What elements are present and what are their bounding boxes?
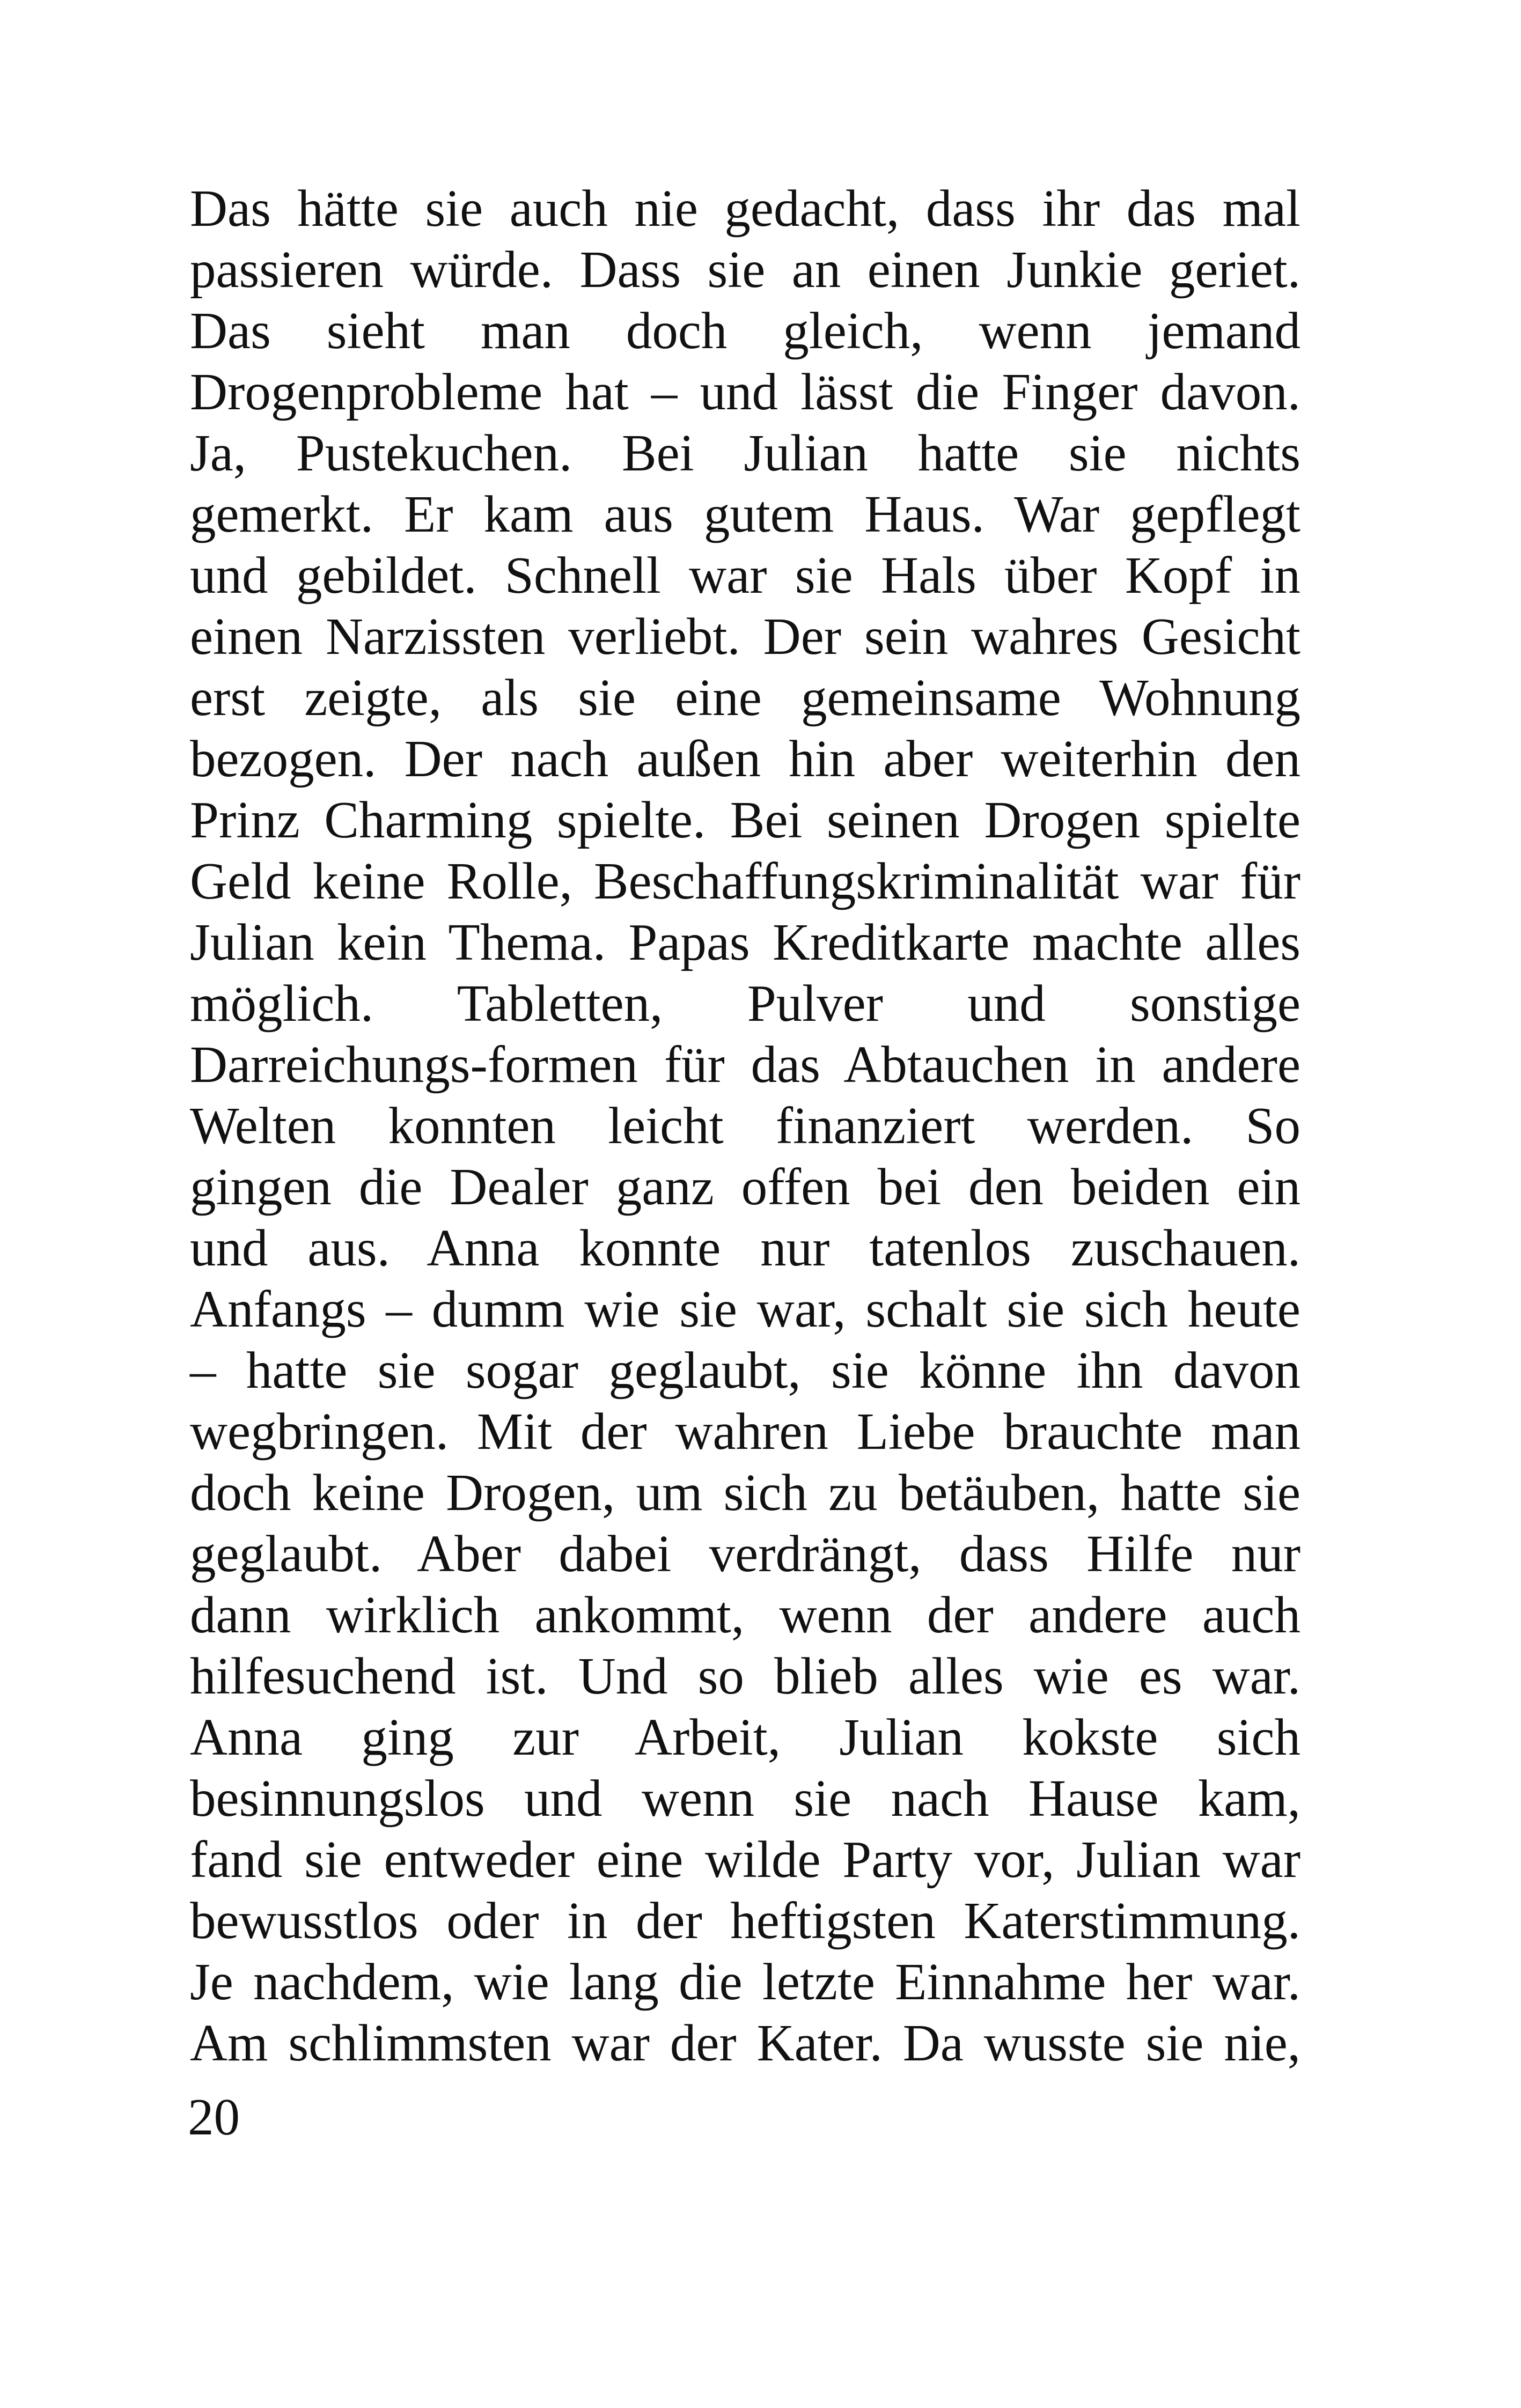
body-text xyxy=(190,178,1300,2074)
text-line: Das hätte sie auch nie gedacht, dass ihr das mal xyxy=(190,180,1300,237)
text-line: Drogenprobleme hat – und lässt die Finger davon. xyxy=(190,363,1300,421)
text-line: möglich. Tabletten, Pulver und sonstige xyxy=(190,975,1300,1032)
text-line: doch keine Drogen, um sich zu betäuben, hatte sie xyxy=(190,1464,1300,1521)
text-line: Geld keine Rolle, Beschaffungskriminalität war für xyxy=(190,852,1300,910)
text-line: hilfesuchend ist. Und so blieb alles wie es war. xyxy=(190,1647,1300,1705)
text-line: und gebildet. Schnell war sie Hals über Kopf in xyxy=(190,547,1300,604)
text-line: Ja, Pustekuchen. Bei Julian hatte sie nichts xyxy=(190,424,1300,482)
text-line: Je nachdem, wie lang die letzte Einnahme her war. xyxy=(190,1953,1300,2011)
text-line: Darreichungs-formen für das Abtauchen in andere xyxy=(190,1036,1300,1093)
page-number: 20 xyxy=(188,2088,240,2146)
text-line: Julian kein Thema. Papas Kreditkarte machte alles xyxy=(190,914,1300,971)
text-line: erst zeigte, als sie eine gemeinsame Wohnung xyxy=(190,669,1300,726)
text-line: Das sieht man doch gleich, wenn jemand xyxy=(190,302,1300,359)
text-line: und aus. Anna konnte nur tatenlos zuschauen. xyxy=(190,1219,1300,1277)
text-line: Am schlimmsten war der Kater. Da wusste sie nie, xyxy=(190,2014,1300,2072)
text-line: bewusstlos oder in der heftigsten Katerstimmung. xyxy=(190,1892,1300,1949)
text-line: passieren würde. Dass sie an einen Junkie geriet. xyxy=(190,241,1300,298)
text-line: Welten konnten leicht finanziert werden. So xyxy=(190,1097,1300,1154)
text-line: Anna ging zur Arbeit, Julian kokste sich xyxy=(190,1709,1300,1766)
text-line: gingen die Dealer ganz offen bei den beiden ein xyxy=(190,1158,1300,1216)
text-line: geglaubt. Aber dabei verdrängt, dass Hilfe nur xyxy=(190,1525,1300,1582)
text-line: fand sie entweder eine wilde Party vor, Julian war xyxy=(190,1831,1300,1888)
text-line: Prinz Charming spielte. Bei seinen Drogen spielte xyxy=(190,791,1300,849)
text-line: einen Narzissten verliebt. Der sein wahres Gesicht xyxy=(190,608,1300,665)
text-line: wegbringen. Mit der wahren Liebe brauchte man xyxy=(190,1403,1300,1460)
text-line: gemerkt. Er kam aus gutem Haus. War gepflegt xyxy=(190,485,1300,543)
text-line: – hatte sie sogar geglaubt, sie könne ihn davon xyxy=(190,1342,1300,1399)
text-line: Anfangs – dumm wie sie war, schalt sie sich heute xyxy=(190,1280,1300,1338)
text-line: bezogen. Der nach außen hin aber weiterhin den xyxy=(190,730,1300,787)
text-line: dann wirklich ankommt, wenn der andere auch xyxy=(190,1586,1300,1644)
text-line: besinnungslos und wenn sie nach Hause kam, xyxy=(190,1770,1300,1827)
